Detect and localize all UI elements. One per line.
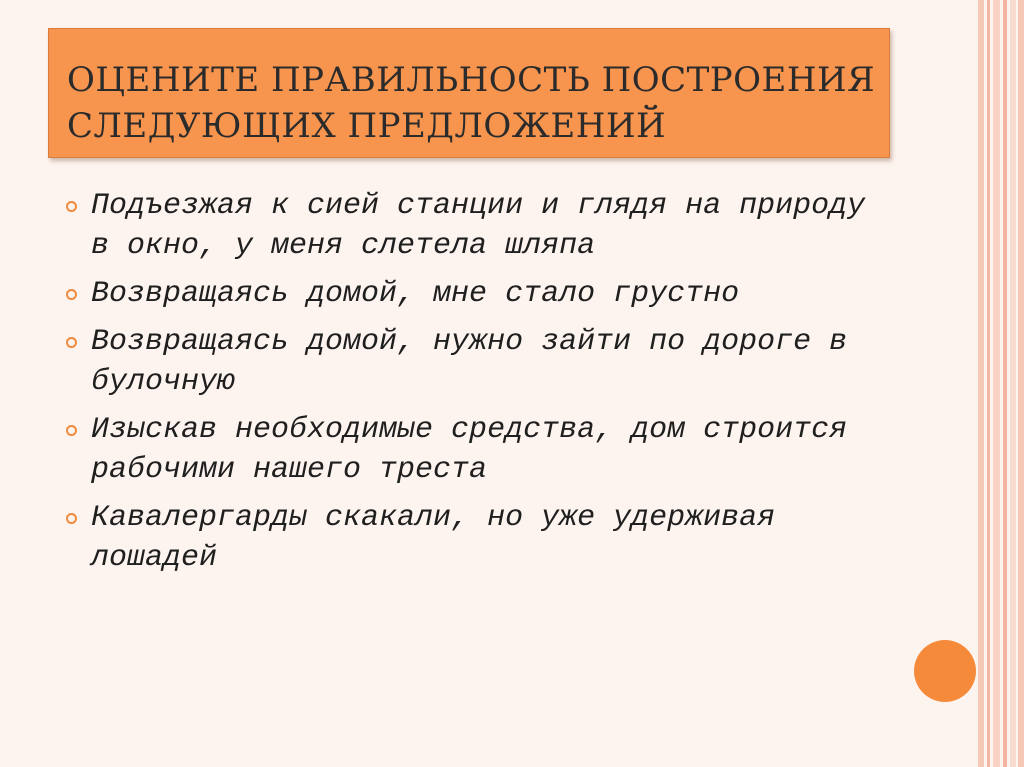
decorative-stripe [978,0,984,767]
title-box [48,28,890,158]
decorative-stripe [987,0,990,767]
bullet-icon [66,201,77,212]
bullet-icon [66,425,77,436]
decorative-circle-icon [914,640,976,702]
slide-title [67,57,875,149]
bullet-text: Кавалергарды скакали, но уже удерживая лошадей [91,501,776,575]
decorative-stripe [1018,0,1024,767]
bullet-item [66,410,896,490]
bullet-item [66,274,896,314]
bullet-text: Возвращаясь домой, нужно зайти по дороге в булочную [91,325,848,399]
bullet-item [66,498,896,578]
bullet-icon [66,289,77,300]
bullet-icon [66,337,77,348]
bullet-text: Возвращаясь домой, мне стало грустно [91,277,740,311]
bullet-item [66,186,896,266]
title-line-1: ОЦЕНИТЕ ПРАВИЛЬНОСТЬ ПОСТРОЕНИЯ [67,60,876,100]
bullet-list [66,186,896,586]
title-line-2: СЛЕДУЮЩИХ ПРЕДЛОЖЕНИЙ [67,106,667,146]
decorative-stripe [1010,0,1016,767]
bullet-text: Подъезжая к сией станции и глядя на природу в окно, у меня слетела шляпа [91,189,866,263]
bullet-text: Изыскав необходимые средства, дом строится рабочими нашего треста [91,413,848,487]
decorative-stripe [1003,0,1007,767]
decorative-stripe [993,0,1000,767]
bullet-item [66,322,896,402]
bullet-icon [66,513,77,524]
